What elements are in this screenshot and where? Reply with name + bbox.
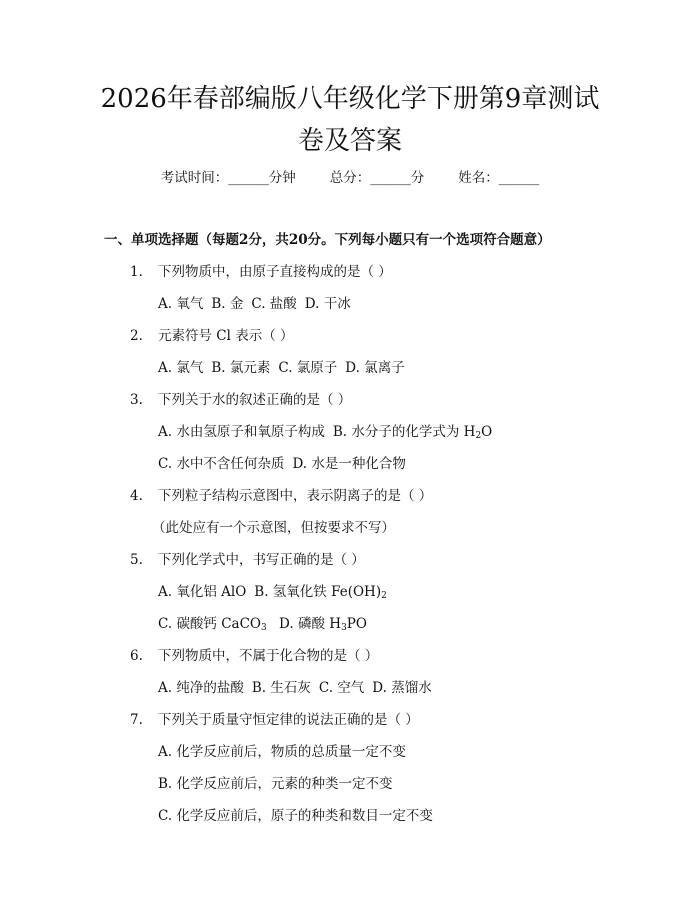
question-2 (130, 326, 294, 346)
question-6-options (158, 678, 432, 698)
option-c-text: 化学反应前后，原子的种类和数目一定不变 (176, 808, 433, 824)
option-b-text: 水分子的化学式为 H (351, 424, 476, 440)
option-b-text: 氢氧化铁 Fe(OH) (272, 584, 382, 600)
question-7-option-b (158, 774, 393, 794)
option-b-text-end: O (481, 424, 493, 440)
option-b-label: B. (211, 296, 226, 312)
option-b-label: B. (332, 424, 348, 440)
option-a-label: A. (158, 584, 173, 600)
question-number: 5. (130, 552, 143, 568)
question-number: 6. (130, 648, 143, 664)
exam-info-line (0, 168, 700, 188)
title-line-2: 卷及答案 (297, 126, 402, 156)
option-a-label: A. (158, 744, 173, 760)
section-heading: 一、单项选择题（每题2分，共20分。下列每小题只有一个选项符合题意） (104, 232, 551, 248)
option-c-label: C. (251, 296, 266, 312)
option-d-label: D. (292, 456, 308, 472)
option-a-label: A. (158, 680, 173, 696)
question-2-options (158, 358, 405, 378)
option-a-text: 氯气 (176, 360, 204, 376)
option-c-text: 盐酸 (269, 296, 297, 312)
option-a-label: A. (158, 296, 173, 312)
question-6 (130, 646, 378, 666)
option-d-label: D. (372, 680, 387, 696)
option-b-subscript: 2 (381, 591, 387, 601)
question-7-option-a (158, 742, 406, 762)
option-a-text: 氧化铝 AlO (176, 584, 247, 600)
question-stem: 下列关于质量守恒定律的说法正确的是（ ） (158, 712, 419, 728)
question-3 (130, 390, 351, 410)
exam-time-blank: ______ (228, 170, 269, 186)
question-stem: 下列物质中，不属于化合物的是（ ） (158, 648, 379, 664)
question-stem: 下列粒子结构示意图中，表示阴离子的是（ ） (158, 488, 433, 504)
option-d-text: 蒸馏水 (391, 680, 432, 696)
question-number: 2. (130, 328, 143, 344)
option-c-label: C. (158, 808, 173, 824)
option-a-label: A. (158, 424, 173, 440)
title-line-1: 2026年春部编版八年级化学下册第9章测试 (100, 84, 600, 114)
option-c-subscript: 3 (261, 623, 267, 633)
minute-unit: 分钟 (268, 170, 296, 186)
option-a-text: 纯净的盐酸 (176, 680, 244, 696)
question-number: 7. (130, 712, 143, 728)
total-score-blank: ______ (370, 170, 411, 186)
question-3-options-ab (158, 422, 492, 442)
exam-time-label: 考试时间： (160, 170, 229, 186)
question-1 (130, 262, 392, 282)
option-b-subscript: 2 (475, 431, 482, 441)
question-number: 4. (130, 488, 143, 504)
total-score-label: 总分： (329, 170, 371, 186)
question-stem: 下列化学式中，书写正确的是（ ） (158, 552, 365, 568)
option-c-text: 水中不含任何杂质 (176, 456, 285, 472)
option-c-text: 氯原子 (296, 360, 338, 376)
option-a-text: 化学反应前后，物质的总质量一定不变 (176, 744, 406, 760)
option-c-label: C. (278, 360, 293, 376)
question-stem: 下列物质中，由原子直接构成的是（ ） (158, 264, 392, 280)
option-a-text: 水由氢原子和氧原子构成 (176, 424, 325, 440)
question-3-options-cd (158, 454, 406, 474)
option-b-label: B. (254, 584, 269, 600)
document-title (60, 78, 640, 162)
option-d-text: 氯离子 (364, 360, 405, 376)
question-stem: 元素符号 Cl 表示（ ） (158, 328, 294, 344)
option-d-label: D. (345, 360, 360, 376)
question-4-note: （此处应有一个示意图，但按要求不写） (152, 520, 395, 536)
option-c-label: C. (158, 616, 173, 632)
option-c-text: 碳酸钙 CaCO (176, 616, 262, 632)
option-c-text: 空气 (337, 680, 365, 696)
question-number: 1. (130, 264, 143, 280)
option-b-text: 金 (229, 296, 244, 312)
option-a-label: A. (158, 360, 173, 376)
question-5-options-ab (158, 582, 387, 602)
option-d-subscript: 3 (341, 623, 347, 633)
question-7 (130, 710, 419, 730)
option-d-text: 干冰 (323, 296, 351, 312)
question-number: 3. (130, 392, 143, 408)
question-1-options (158, 294, 351, 314)
option-c-label: C. (318, 680, 333, 696)
name-label: 姓名： (458, 170, 499, 186)
option-b-label: B. (158, 776, 173, 792)
option-b-label: B. (211, 360, 226, 376)
question-4 (130, 486, 432, 506)
option-c-label: C. (158, 456, 173, 472)
option-b-text: 化学反应前后，元素的种类一定不变 (176, 776, 393, 792)
question-7-option-c (158, 806, 433, 826)
option-d-label: D. (279, 616, 294, 632)
option-b-label: B. (251, 680, 267, 696)
score-unit: 分 (410, 170, 425, 186)
question-5-options-cd (158, 614, 367, 634)
question-stem: 下列关于水的叙述正确的是（ ） (158, 392, 352, 408)
option-d-text: 磷酸 H (297, 616, 342, 632)
option-d-text: 水是一种化合物 (311, 456, 406, 472)
option-b-text: 氯元素 (229, 360, 271, 376)
option-b-text: 生石灰 (270, 680, 311, 696)
option-a-text: 氧气 (176, 296, 204, 312)
question-5 (130, 550, 365, 570)
option-d-label: D. (304, 296, 320, 312)
option-d-text-end: PO (346, 616, 367, 632)
name-blank: ______ (498, 170, 540, 186)
